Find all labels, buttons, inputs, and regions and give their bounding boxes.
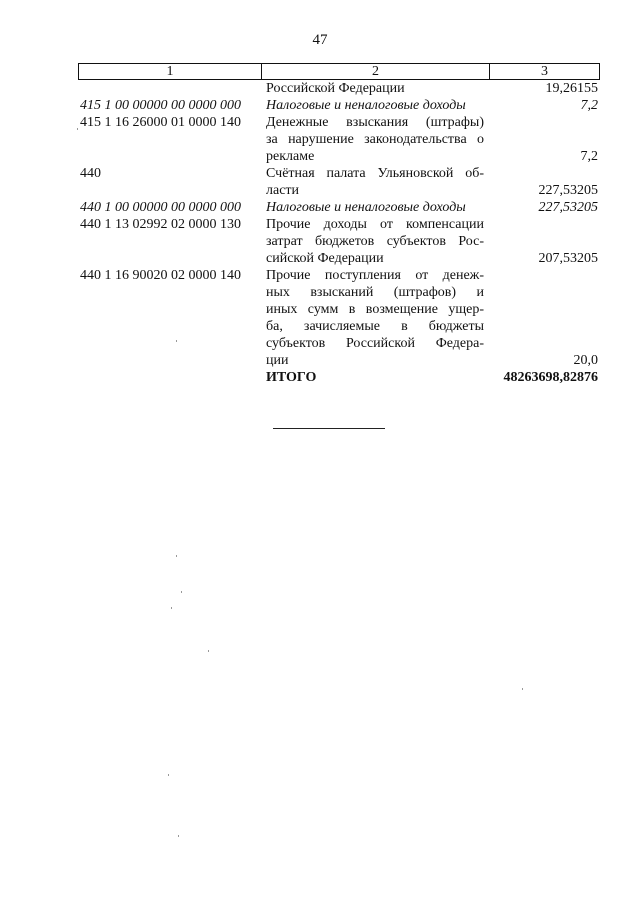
amount-value: 20,0 xyxy=(573,353,598,368)
revenue-name xyxy=(266,114,484,165)
table-row xyxy=(0,267,640,369)
revenue-name-line: Счётная палата Ульяновской об- xyxy=(266,166,484,181)
revenue-name-line: ИТОГО xyxy=(266,370,317,385)
revenue-name xyxy=(266,267,484,369)
table-row xyxy=(0,97,640,114)
revenue-name-line: ба, зачисляемые в бюджеты xyxy=(266,319,484,334)
revenue-name-line: ных взысканий (штрафов) и xyxy=(266,285,484,300)
column-header-1: 1 xyxy=(79,64,262,79)
amount-value: 227,53205 xyxy=(538,200,598,215)
amount-value: 7,2 xyxy=(580,149,598,164)
revenue-name xyxy=(266,97,484,114)
amount-value: 19,26155 xyxy=(545,81,598,96)
table-row xyxy=(0,165,640,199)
revenue-name-line: ласти xyxy=(266,183,300,198)
revenue-name xyxy=(266,199,484,216)
scan-speck xyxy=(522,688,523,690)
amount-value: 48263698,82876 xyxy=(503,370,598,385)
revenue-name xyxy=(266,369,484,386)
table-header xyxy=(78,63,600,80)
revenue-name-line: ции xyxy=(266,353,289,368)
revenue-name-line: иных сумм в возмещение ущер- xyxy=(266,302,484,317)
revenue-name xyxy=(266,80,484,97)
scan-speck xyxy=(168,774,169,776)
budget-code: 440 1 16 90020 02 0000 140 xyxy=(80,268,241,283)
revenue-name-line: Налоговые и неналоговые доходы xyxy=(266,200,466,215)
budget-code: 415 1 16 26000 01 0000 140 xyxy=(80,115,241,130)
revenue-name-line: Денежные взыскания (штрафы) xyxy=(266,115,484,130)
revenue-name-line: рекламе xyxy=(266,149,315,164)
budget-code: 440 1 13 02992 02 0000 130 xyxy=(80,217,241,232)
table-row xyxy=(0,114,640,165)
budget-code: 440 xyxy=(80,166,101,181)
table-row xyxy=(0,199,640,216)
revenue-name-line: субъектов Российской Федера- xyxy=(266,336,484,351)
revenue-name-line: Прочие доходы от компенсации xyxy=(266,217,484,232)
scan-speck xyxy=(77,128,78,130)
table-row xyxy=(0,80,640,97)
scan-speck xyxy=(178,835,179,837)
column-header-2: 2 xyxy=(262,64,490,79)
amount-value: 227,53205 xyxy=(538,183,598,198)
column-header-3: 3 xyxy=(541,64,548,79)
revenue-name-line: Прочие поступления от денеж- xyxy=(266,268,484,283)
scan-speck xyxy=(176,555,177,557)
amount-value: 7,2 xyxy=(580,98,598,113)
budget-code: 440 1 00 00000 00 0000 000 xyxy=(80,200,241,215)
table-row xyxy=(0,369,640,386)
budget-code: 415 1 00 00000 00 0000 000 xyxy=(80,98,241,113)
revenue-name-line: за нарушение законодательства о xyxy=(266,132,484,147)
revenue-name-line: затрат бюджетов субъектов Рос- xyxy=(266,234,484,249)
revenue-name xyxy=(266,165,484,199)
amount-value: 207,53205 xyxy=(538,251,598,266)
table-row xyxy=(0,216,640,267)
scan-speck xyxy=(171,607,172,609)
scan-speck xyxy=(181,591,182,593)
revenue-name-line: Налоговые и неналоговые доходы xyxy=(266,98,466,113)
page-number: 47 xyxy=(312,32,328,48)
scan-speck xyxy=(176,340,177,342)
separator-line xyxy=(273,428,385,429)
revenue-name-line: Российской Федерации xyxy=(266,81,405,96)
scan-speck xyxy=(208,650,209,652)
revenue-name xyxy=(266,216,484,267)
revenue-name-line: сийской Федерации xyxy=(266,251,384,266)
